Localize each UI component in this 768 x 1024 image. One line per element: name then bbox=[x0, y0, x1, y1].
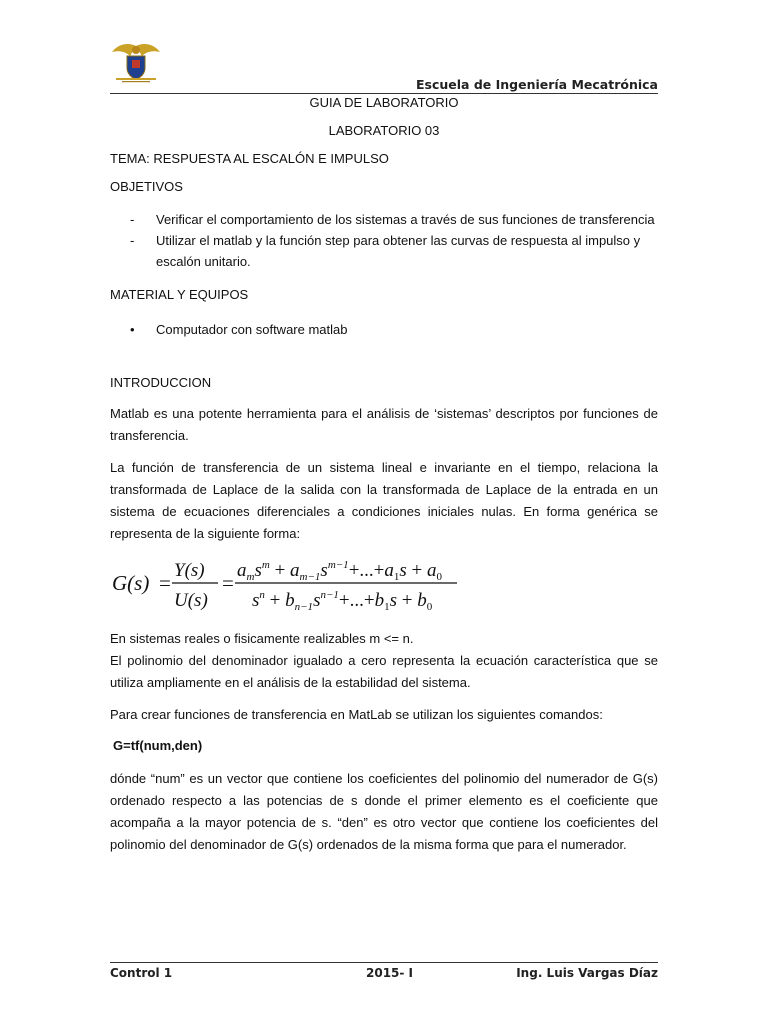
dash-marker: - bbox=[130, 212, 135, 227]
formula-ratio-denominator: U(s) bbox=[174, 590, 208, 611]
list-item bbox=[130, 230, 658, 272]
guide-title: GUIA DE LABORATORIO bbox=[309, 95, 459, 110]
dash-marker: - bbox=[130, 233, 135, 248]
list-item bbox=[130, 209, 658, 230]
footer-rule bbox=[110, 962, 658, 963]
intro-paragraph-4: El polinomio del denominador igualado a cero representa la ecuación característica que se utiliza ampliamente en el análisis de la estabilidad del sistema. bbox=[110, 653, 658, 690]
header-rule bbox=[110, 93, 658, 94]
intro-paragraph-2: La función de transferencia de un sistema lineal e invariante en el tiempo, relaciona la transformada de Laplace de la salida con la transformada de Laplace de la entrada en un sistema de ecuaciones diferenciales a condiciones iniciales nulas. En forma genérica se representa de la siguiente forma: bbox=[110, 460, 658, 541]
list-item-text: Verificar el comportamiento de los sistemas a través de sus funciones de transferencia bbox=[156, 212, 655, 227]
intro-paragraph-1: Matlab es una potente herramienta para el análisis de ‘sistemas’ descriptos por funciones de transferencia. bbox=[110, 406, 658, 443]
university-crest-icon bbox=[110, 40, 162, 84]
school-name: Escuela de Ingeniería Mecatrónica bbox=[415, 77, 658, 92]
formula-denominator: $s^n + b_{n-1}s^{n-1}+...+b_1s + b_0$ bbox=[252, 589, 433, 613]
lab-number: LABORATORIO 03 bbox=[328, 123, 440, 138]
intro-paragraph-3: En sistemas reales o fisicamente realizables m <= n. bbox=[110, 631, 414, 646]
formula-lhs: G(s) bbox=[112, 571, 150, 595]
footer-course: Control 1 bbox=[110, 966, 173, 980]
tema-heading: TEMA: RESPUESTA AL ESCALÓN E IMPULSO bbox=[110, 151, 389, 166]
bullet-marker: • bbox=[130, 322, 135, 337]
list-item-text: Computador con software matlab bbox=[156, 322, 348, 337]
material-heading: MATERIAL Y EQUIPOS bbox=[110, 287, 249, 302]
formula-equals: = bbox=[159, 571, 171, 595]
formula-equals-2: = bbox=[222, 571, 234, 595]
intro-paragraph-5: Para crear funciones de transferencia en MatLab se utilizan los siguientes comandos: bbox=[110, 707, 603, 722]
footer-instructor: Ing. Luis Vargas Díaz bbox=[516, 966, 658, 980]
material-list bbox=[130, 319, 658, 340]
list-item bbox=[130, 319, 658, 340]
formula-ratio-numerator: Y(s) bbox=[174, 560, 205, 581]
formula-numerator: $a_ms^m + a_{m-1}s^{m-1}+...+a_1s + a_0$ bbox=[237, 559, 442, 583]
footer-term: 2015- I bbox=[366, 966, 414, 980]
objetivos-heading: OBJETIVOS bbox=[110, 179, 183, 194]
intro-heading: INTRODUCCION bbox=[110, 375, 212, 390]
objetivos-list bbox=[130, 209, 658, 272]
list-item-text: Utilizar el matlab y la función step para obtener las curvas de respuesta al impulso y escalón unitario. bbox=[156, 233, 641, 269]
transfer-function-formula bbox=[112, 552, 472, 618]
command-example: G=tf(num,den) bbox=[113, 738, 203, 753]
intro-paragraph-6: dónde “num” es un vector que contiene los coeficientes del polinomio del numerador de G(s) ordenado respecto a las potencias de s donde el primer elemento es el coeficiente que acompaña a la mayor potencia de s. “den” es otro vector que contiene los coeficientes del polinomio del denominador de G(s) ordenados de la misma forma que para el numerador. bbox=[110, 771, 658, 852]
